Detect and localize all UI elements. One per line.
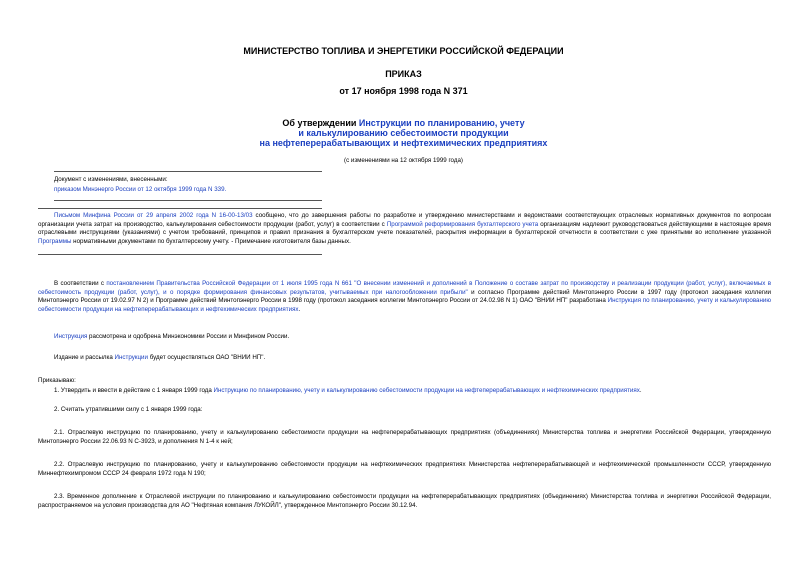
editor-note-text1: сообщено, что до завершения работы по разработке и утверждению министерствами и ведомствами соответствующих отраслевых нормативных документов по вопросам организации учета затрат на производство, калькулирования себестоимости продукции (работ, услуг) в соответствии с (38, 212, 771, 228)
government-decree-link[interactable]: постановлением Правительства Российской Федерации от 1 июля 1995 года N 661 "О внесении изменений и дополнений в Положение о составе затрат по производству и реализации продукции (работ, услуг), включаемых в себестоимость продукции (работ, услуг), и о порядке формирования финансовых результатов, учитываемых при налогообложении прибыли" (38, 280, 771, 296)
minfin-letter-link[interactable]: Письмом Минфина России от 29 апреля 2002 года N 16-00-13/03 (54, 212, 253, 219)
changes-bottom-rule (54, 200, 322, 201)
order-item-2-1: 2.1. Отраслевую инструкцию по планированию, учету и калькулированию себестоимости продукции на нефтеперерабатывающих предприятиях (объединениях) Министерства топлива и энергетики Российской Федерации, утвержденную Минтопэнерго России 22.06.93 N С-3923, и дополнения N 1-4 к ней; (38, 429, 771, 445)
doc-type-heading: ПРИКАЗ (385, 69, 422, 79)
editor-note (38, 212, 771, 246)
preamble-paragraph (38, 280, 771, 314)
publishing-instruction-link[interactable]: Инструкции (114, 354, 148, 361)
order-item-1-link[interactable]: Инструкцию по планированию, учету и калькулированию себестоимости продукции на нефтеперерабатывающих и нефтехимических предприятиях (213, 387, 640, 394)
order-item-1-text: 1. Утвердить и ввести в действие с 1 января 1999 года (54, 387, 214, 394)
preamble-text2: и согласно Программе действий Минтопэнерго России в 1997 году (протокол заседания коллегии Минтопэнерго России от 19.02.97 N 2) и Программе действий Минтопэнерго России в 1998 году (протокол заседания коллегии Минтопэнерго России от 24.02.98 N 1) ОАО "ВНИИ НП" разработана (38, 288, 772, 305)
order-item-1 (54, 387, 642, 396)
editor-note-text3: нормативными документами по бухгалтерскому учету. - Примечание изготовителя базы данных. (71, 237, 351, 245)
doc-title (0, 118, 807, 128)
title-link-line3[interactable]: на нефтеперерабатывающих и нефтехимических предприятиях (259, 138, 548, 148)
preamble-text3: . (298, 305, 301, 313)
instruction-link[interactable]: Инструкция по планированию, учету и калькулированию себестоимости продукции на нефтеперерабатывающих и нефтехимических предприятиях (38, 297, 772, 313)
doc-date-heading: от 17 ноября 1998 года N 371 (339, 86, 468, 96)
preamble-text1: В соответствии с (54, 280, 107, 287)
order-item-2-2: 2.2. Отраслевую инструкцию по планированию, учету и калькулированию себестоимости продукции на нефтехимических предприятиях Министерства нефтеперерабатывающей и нефтехимической промышленности СССР, утвержденную Миннефтехимпромом СССР 24 февраля 1972 года N 190; (38, 461, 771, 477)
doc-title-line3 (0, 138, 807, 148)
editor-note-text2: организациям надлежит руководствоваться действующими в настоящее время отраслевыми инструкциями (указаниями) с учетом требований, принципов и правил признания в бухгалтерском учете показателей, раскрытия информации в бухгалтерской отчетности в соответствии с уже принятыми во исполнение указанной (38, 220, 772, 237)
doc-title-line2 (0, 128, 807, 138)
program-link[interactable]: Программы (38, 237, 72, 245)
order-item-2-3: 2.3. Временное дополнение к Отраслевой инструкции по планированию и калькулированию себестоимости продукции на нефтеперерабатывающих предприятиях (объединениях) Министерства топлива и энергетики Российской Федерации, распространяемое на условия производства для АО "Нефтяная компания ЛУКОЙЛ", утвержденное Минтопэнерго России 30.12.94. (38, 493, 771, 509)
order-label: Приказываю: (38, 377, 76, 384)
approved-instruction-link[interactable]: Инструкция (54, 333, 88, 340)
approved-paragraph (54, 333, 289, 342)
title-prefix: Об утверждении (282, 118, 359, 128)
changes-top-rule (54, 171, 322, 172)
order-item-1-end: . (639, 387, 642, 394)
approved-text: рассмотрена и одобрена Минэкономики России и Минфином России. (87, 333, 290, 340)
order-item-2: 2. Считать утратившими силу с 1 января 1999 года: (54, 406, 203, 413)
note-bottom-rule (38, 254, 322, 255)
title-link-line2[interactable]: и калькулированию себестоимости продукции (298, 128, 509, 138)
ministry-heading: МИНИСТЕРСТВО ТОПЛИВА И ЭНЕРГЕТИКИ РОССИЙСКОЙ ФЕДЕРАЦИИ (243, 46, 564, 56)
changes-label: Документ с изменениями, внесенными: (54, 176, 168, 183)
changes-link-line (54, 186, 324, 194)
changes-order-link[interactable]: приказом Минэнерго России от 12 октября 1999 года N 339. (54, 186, 227, 193)
title-link-line1[interactable]: Инструкции по планированию, учету (358, 118, 525, 128)
note-top-rule (38, 208, 322, 209)
reform-program-link[interactable]: Программой реформирования бухгалтерского учета (386, 220, 539, 228)
publishing-text2: будет осуществляться ОАО "ВНИИ НП". (147, 354, 266, 361)
publishing-paragraph (54, 354, 265, 363)
changes-date: (с изменениями на 12 октября 1999 года) (344, 157, 463, 164)
publishing-text1: Издание и рассылка (54, 354, 115, 361)
